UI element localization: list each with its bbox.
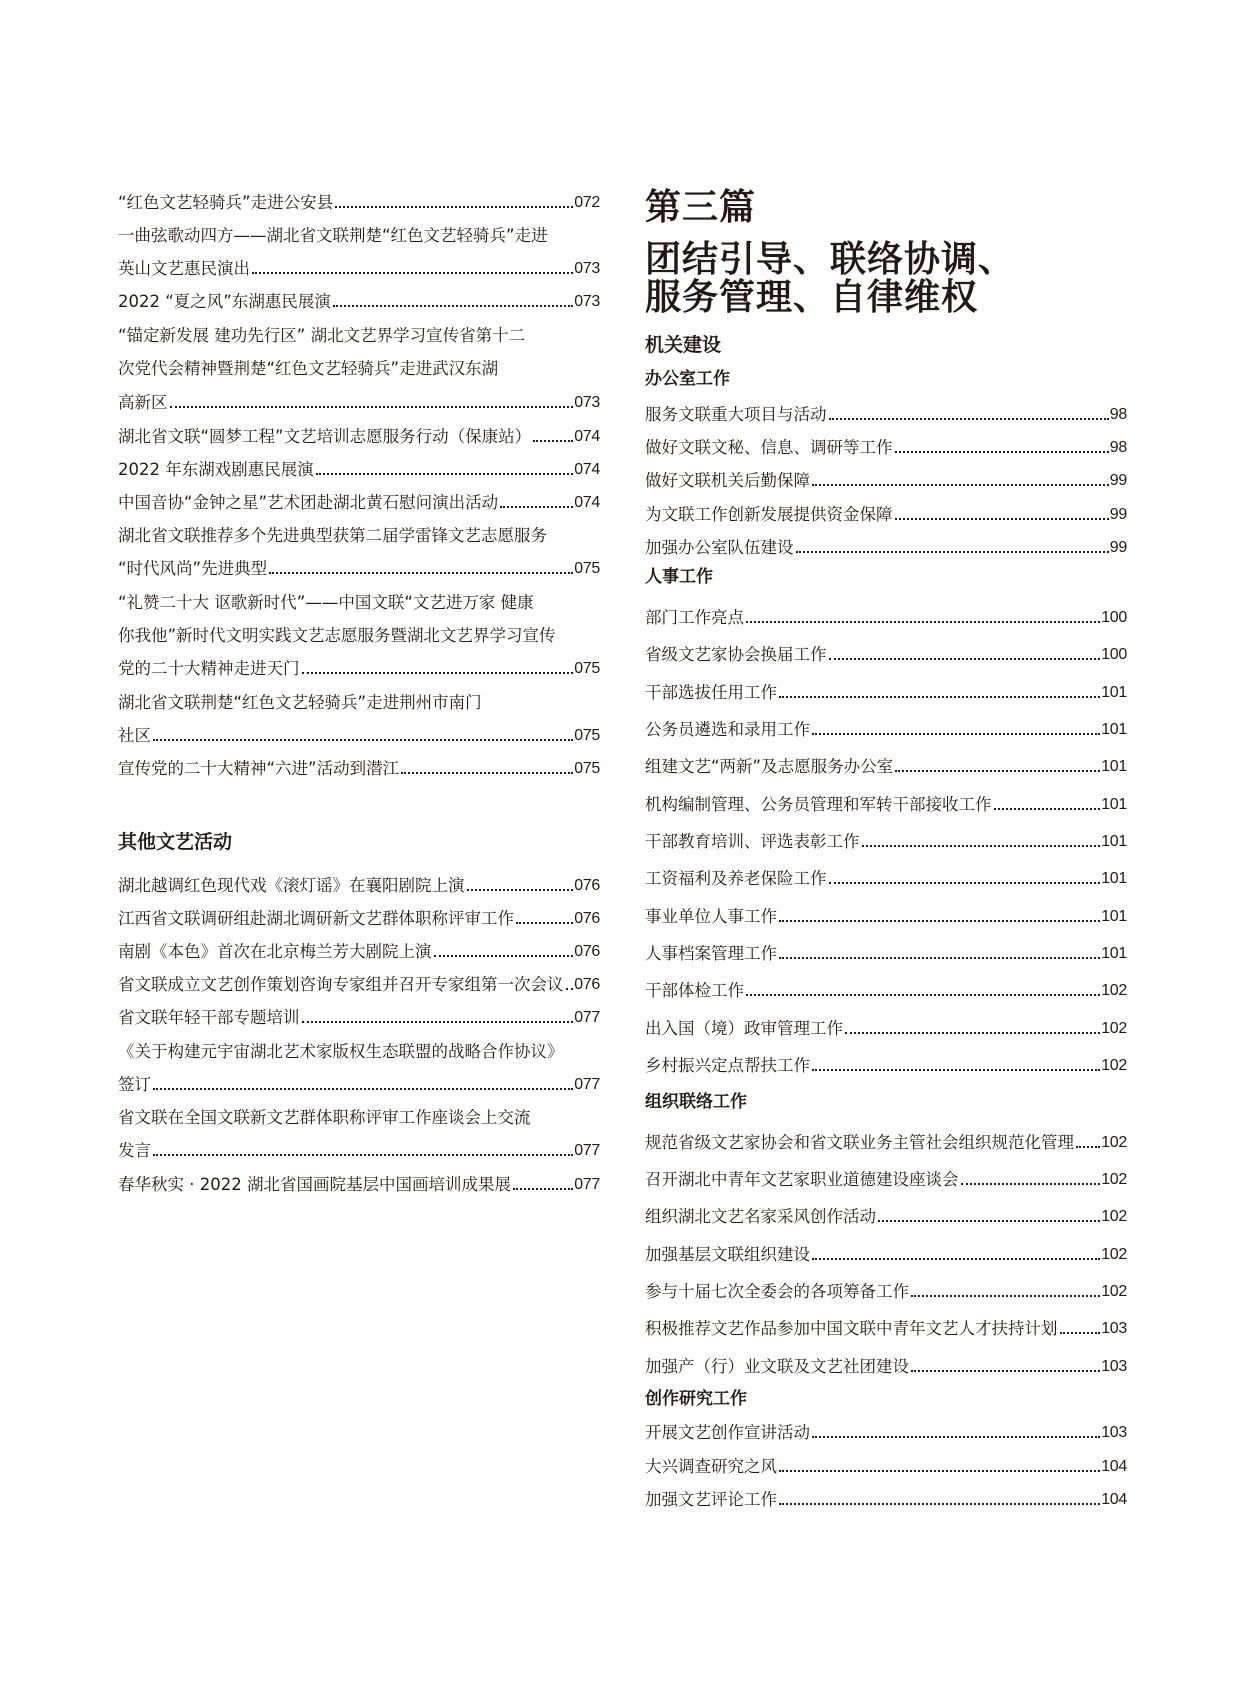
toc-entry[interactable] [118, 654, 600, 680]
toc-entry-line[interactable] [118, 688, 600, 714]
entry-title: 高新区 [118, 393, 168, 412]
leader-dots [333, 305, 573, 307]
section-heading-other-activities: 其他文艺活动 [118, 831, 233, 853]
entry-title: 公务员遴选和录用工作 [645, 720, 810, 739]
leader-dots [961, 1183, 1101, 1185]
toc-entry[interactable] [645, 603, 1127, 629]
leader-dots [252, 272, 573, 274]
page-number: 075 [574, 760, 600, 777]
page-number: 102 [1101, 1208, 1127, 1225]
toc-entry[interactable] [118, 970, 600, 996]
entry-title: 加强基层文联组织建设 [645, 1245, 810, 1264]
entry-title: 干部教育培训、评选表彰工作 [645, 832, 860, 851]
entry-title: 组织湖北文艺名家采风创作活动 [645, 1207, 876, 1226]
section-heading-organ-building: 机关建设 [645, 334, 722, 356]
entry-title: 春华秋实 · 2022 湖北省国画院基层中国画培训成果展 [118, 1175, 511, 1194]
leader-dots [316, 473, 573, 475]
leader-dots [746, 994, 1100, 996]
leader-dots [812, 1069, 1100, 1071]
toc-entry[interactable] [645, 1418, 1127, 1444]
entry-title: 党的二十大精神走进天门 [118, 659, 300, 678]
leader-dots [516, 922, 573, 924]
toc-entry[interactable] [645, 1314, 1127, 1340]
page-number: 101 [1101, 870, 1127, 887]
toc-entry[interactable] [645, 976, 1127, 1002]
toc-entry[interactable] [645, 400, 1127, 426]
page-number: 99 [1109, 506, 1127, 523]
leader-dots [170, 406, 574, 408]
entry-title: 工资福利及养老保险工作 [645, 869, 827, 888]
leader-dots [829, 418, 1109, 420]
page-number: 077 [574, 1076, 600, 1093]
page-number: 99 [1109, 539, 1127, 556]
leader-dots [779, 696, 1100, 698]
toc-entry[interactable] [118, 871, 600, 897]
entry-title: 南剧《本色》首次在北京梅兰芳大剧院上演 [118, 942, 432, 961]
page-number: 074 [574, 428, 600, 445]
toc-entry[interactable] [645, 790, 1127, 816]
page-number: 102 [1101, 1020, 1127, 1037]
leader-dots [895, 451, 1109, 453]
toc-entry[interactable] [118, 754, 600, 780]
entry-title: 宣传党的二十大精神“六进”活动到潜江 [118, 759, 400, 778]
page-number: 102 [1101, 1246, 1127, 1263]
toc-entry-line[interactable] [118, 354, 600, 380]
entry-title: 湖北省文联“圆梦工程”文艺培训志愿服务行动（保康站） [118, 427, 532, 446]
toc-entry[interactable] [645, 1165, 1127, 1191]
entry-title: 做好文联机关后勤保障 [645, 471, 810, 490]
entry-title: 中国音协“金钟之星”艺术团赴湖北黄石慰问演出活动 [118, 493, 499, 512]
leader-dots [335, 206, 573, 208]
leader-dots [911, 1370, 1100, 1372]
entry-title: 加强文艺评论工作 [645, 1490, 777, 1509]
part-title-line-2: 服务管理、自律维权 [645, 277, 979, 318]
leader-dots [845, 1032, 1100, 1034]
toc-entry-line[interactable] [118, 1037, 600, 1063]
entry-title: 为文联工作创新发展提供资金保障 [645, 505, 893, 524]
page-number: 075 [574, 727, 600, 744]
entry-title: 江西省文联调研组赴湖北调研新文艺群体职称评审工作 [118, 909, 514, 928]
entry-title: 参与十届七次全委会的各项筹备工作 [645, 1282, 909, 1301]
entry-title: 大兴调查研究之风 [645, 1457, 777, 1476]
toc-entry[interactable] [118, 488, 600, 514]
page-number: 076 [574, 976, 600, 993]
page-number: 076 [574, 910, 600, 927]
toc-entry[interactable] [118, 904, 600, 930]
entry-title: 湖北省文联推荐多个先进典型获第二届学雷锋文艺志愿服务 [118, 526, 547, 545]
entry-title: 2022 “夏之风”东湖惠民展演 [118, 292, 331, 311]
leader-dots [796, 551, 1109, 553]
leader-dots [513, 1188, 573, 1190]
page-number: 101 [1101, 908, 1127, 925]
page-number: 073 [574, 260, 600, 277]
toc-entry-line[interactable] [118, 221, 600, 247]
leader-dots [911, 1295, 1100, 1297]
page-number: 103 [1101, 1358, 1127, 1375]
entry-title: 规范省级文艺家协会和省文联业务主管社会组织规范化管理 [645, 1133, 1074, 1152]
entry-title: 部门工作亮点 [645, 608, 744, 627]
toc-entry[interactable] [645, 752, 1127, 778]
toc-entry[interactable] [645, 1485, 1127, 1511]
page-number: 101 [1101, 796, 1127, 813]
leader-dots [302, 1021, 574, 1023]
toc-entry[interactable] [645, 678, 1127, 704]
leader-dots [812, 484, 1109, 486]
leader-dots [779, 957, 1100, 959]
leader-dots [895, 518, 1109, 520]
toc-entry[interactable] [118, 388, 600, 414]
toc-entry[interactable] [645, 1277, 1127, 1303]
toc-entry[interactable] [645, 1051, 1127, 1077]
toc-entry[interactable] [118, 721, 600, 747]
entry-title: 社区 [118, 726, 151, 745]
leader-dots [302, 672, 574, 674]
leader-dots [269, 572, 573, 574]
toc-entry[interactable] [645, 715, 1127, 741]
page-number: 98 [1109, 439, 1127, 456]
entry-title: 省文联在全国文联新文艺群体职称评审工作座谈会上交流 [118, 1108, 531, 1127]
entry-title: 服务文联重大项目与活动 [645, 405, 827, 424]
leader-dots [829, 882, 1101, 884]
toc-entry-line[interactable] [118, 621, 600, 647]
toc-entry[interactable] [118, 422, 600, 448]
leader-dots [153, 1154, 573, 1156]
entry-title: 2022 年东湖戏剧惠民展演 [118, 460, 314, 479]
entry-title: 开展文艺创作宣讲活动 [645, 1423, 810, 1442]
leader-dots [533, 440, 573, 442]
entry-title: 湖北省文联荆楚“红色文艺轻骑兵”走进荆州市南门 [118, 693, 482, 712]
leader-dots [779, 920, 1100, 922]
toc-entry[interactable] [118, 1070, 600, 1096]
entry-title: 机构编制管理、公务员管理和军转干部接收工作 [645, 795, 992, 814]
entry-title: 湖北越调红色现代戏《滚灯谣》在襄阳剧院上演 [118, 876, 465, 895]
entry-title: 次党代会精神暨荆楚“红色文艺轻骑兵”走进武汉东湖 [118, 359, 499, 378]
entry-title: 一曲弦歌动四方——湖北省文联荆楚“红色文艺轻骑兵”走进 [118, 226, 548, 245]
leader-dots [812, 1436, 1100, 1438]
toc-entry[interactable] [645, 533, 1127, 559]
entry-title: “红色文艺轻骑兵”走进公安县 [118, 193, 334, 212]
entry-title: 做好文联文秘、信息、调研等工作 [645, 438, 893, 457]
toc-entry[interactable] [118, 1003, 600, 1029]
entry-title: 干部体检工作 [645, 981, 744, 1000]
toc-entry[interactable] [118, 455, 600, 481]
entry-title: 英山文艺惠民演出 [118, 259, 250, 278]
page-number: 103 [1101, 1424, 1127, 1441]
toc-entry-line[interactable] [118, 588, 600, 614]
part-label: 第三篇 [645, 187, 757, 228]
toc-entry[interactable] [645, 1240, 1127, 1266]
entry-title: 人事档案管理工作 [645, 944, 777, 963]
page-number: 102 [1101, 982, 1127, 999]
toc-entry[interactable] [645, 640, 1127, 666]
page-number: 102 [1101, 1283, 1127, 1300]
leader-dots [1060, 1332, 1101, 1334]
entry-title: 干部选拔任用工作 [645, 683, 777, 702]
leader-dots [862, 845, 1101, 847]
toc-entry[interactable] [645, 1452, 1127, 1478]
entry-title: 召开湖北中青年文艺家职业道德建设座谈会 [645, 1170, 959, 1189]
leader-dots [829, 658, 1101, 660]
leader-dots [153, 739, 573, 741]
page-number: 073 [574, 394, 600, 411]
entry-title: 加强办公室队伍建设 [645, 538, 794, 557]
leader-dots [153, 1088, 573, 1090]
toc-entry-line[interactable] [118, 321, 600, 347]
page-number: 103 [1101, 1320, 1127, 1337]
page-number: 101 [1101, 721, 1127, 738]
entry-title: “礼赞二十大 讴歌新时代”——中国文联“文艺进万家 健康 [118, 593, 534, 612]
leader-dots [401, 772, 573, 774]
toc-entry[interactable] [645, 1202, 1127, 1228]
page-number: 075 [574, 660, 600, 677]
page-number: 076 [574, 877, 600, 894]
page-number: 100 [1101, 646, 1127, 663]
page-number: 074 [574, 461, 600, 478]
entry-title: 乡村振兴定点帮扶工作 [645, 1056, 810, 1075]
toc-entry[interactable] [645, 939, 1127, 965]
leader-dots [895, 770, 1100, 772]
entry-title: 省级文艺家协会换届工作 [645, 645, 827, 664]
entry-title: 加强产（行）业文联及文艺社团建设 [645, 1357, 909, 1376]
page-number: 101 [1101, 833, 1127, 850]
page-number: 074 [574, 494, 600, 511]
page-number: 102 [1101, 1134, 1127, 1151]
toc-entry[interactable] [118, 554, 600, 580]
leader-dots [467, 889, 574, 891]
page-number: 075 [574, 560, 600, 577]
entry-title: 省文联成立文艺创作策划咨询专家组并召开专家组第一次会议 [118, 975, 564, 994]
page-number: 101 [1101, 684, 1127, 701]
leader-dots [994, 808, 1101, 810]
leader-dots [812, 733, 1100, 735]
toc-entry-line[interactable] [118, 521, 600, 547]
entry-title: 出入国（境）政审管理工作 [645, 1019, 843, 1038]
toc-entry[interactable] [118, 254, 600, 280]
toc-entry[interactable] [118, 188, 600, 214]
page-number: 077 [574, 1009, 600, 1026]
part-title-line-1: 团结引导、联络协调、 [645, 239, 1016, 280]
page-number: 101 [1101, 758, 1127, 775]
entry-title: 发言 [118, 1141, 151, 1160]
page-number: 101 [1101, 945, 1127, 962]
toc-entry[interactable] [118, 1170, 600, 1196]
entry-title: 积极推荐文艺作品参加中国文联中青年文艺人才扶持计划 [645, 1319, 1058, 1338]
page-number: 104 [1101, 1458, 1127, 1475]
page-number: 98 [1109, 406, 1127, 423]
toc-entry[interactable] [645, 827, 1127, 853]
entry-title: “时代风尚”先进典型 [118, 559, 268, 578]
page-number: 99 [1109, 472, 1127, 489]
subsection-heading: 创作研究工作 [645, 1389, 747, 1409]
subsection-heading: 办公室工作 [645, 369, 730, 389]
entry-title: 《关于构建元宇宙湖北艺术家版权生态联盟的战略合作协议》 [118, 1042, 564, 1061]
page-number: 102 [1101, 1057, 1127, 1074]
toc-entry[interactable] [645, 466, 1127, 492]
page-number: 077 [574, 1142, 600, 1159]
entry-title: 事业单位人事工作 [645, 907, 777, 926]
entry-title: 你我他”新时代文明实践文艺志愿服务暨湖北文艺界学习宣传 [118, 626, 556, 645]
toc-entry[interactable] [118, 937, 600, 963]
toc-entry-line[interactable] [118, 1103, 600, 1129]
page-number: 077 [574, 1176, 600, 1193]
page-number: 076 [574, 943, 600, 960]
page-number: 072 [574, 194, 600, 211]
toc-entry[interactable] [645, 902, 1127, 928]
leader-dots [878, 1220, 1100, 1222]
leader-dots [812, 1258, 1100, 1260]
subsection-heading: 组织联络工作 [645, 1092, 747, 1112]
entry-title: 组建文艺“两新”及志愿服务办公室 [645, 757, 894, 776]
leader-dots [779, 1503, 1100, 1505]
toc-entry[interactable] [645, 1014, 1127, 1040]
toc-entry[interactable] [645, 433, 1127, 459]
subsection-heading: 人事工作 [645, 567, 713, 587]
toc-entry[interactable] [645, 864, 1127, 890]
leader-dots [1076, 1146, 1100, 1148]
entry-title: “锚定新发展 建功先行区” 湖北文艺界学习宣传省第十二 [118, 326, 526, 345]
toc-entry[interactable] [645, 500, 1127, 526]
leader-dots [779, 1470, 1100, 1472]
toc-entry[interactable] [118, 1136, 600, 1162]
toc-entry[interactable] [118, 287, 600, 313]
toc-entry[interactable] [645, 1352, 1127, 1378]
page-number: 102 [1101, 1171, 1127, 1188]
leader-dots [434, 955, 574, 957]
leader-dots [500, 506, 573, 508]
leader-dots [566, 988, 574, 990]
toc-entry[interactable] [645, 1128, 1127, 1154]
entry-title: 省文联年轻干部专题培训 [118, 1008, 300, 1027]
page-number: 073 [574, 293, 600, 310]
page-number: 104 [1101, 1491, 1127, 1508]
entry-title: 签订 [118, 1075, 151, 1094]
page-number: 100 [1101, 609, 1127, 626]
leader-dots [746, 621, 1100, 623]
